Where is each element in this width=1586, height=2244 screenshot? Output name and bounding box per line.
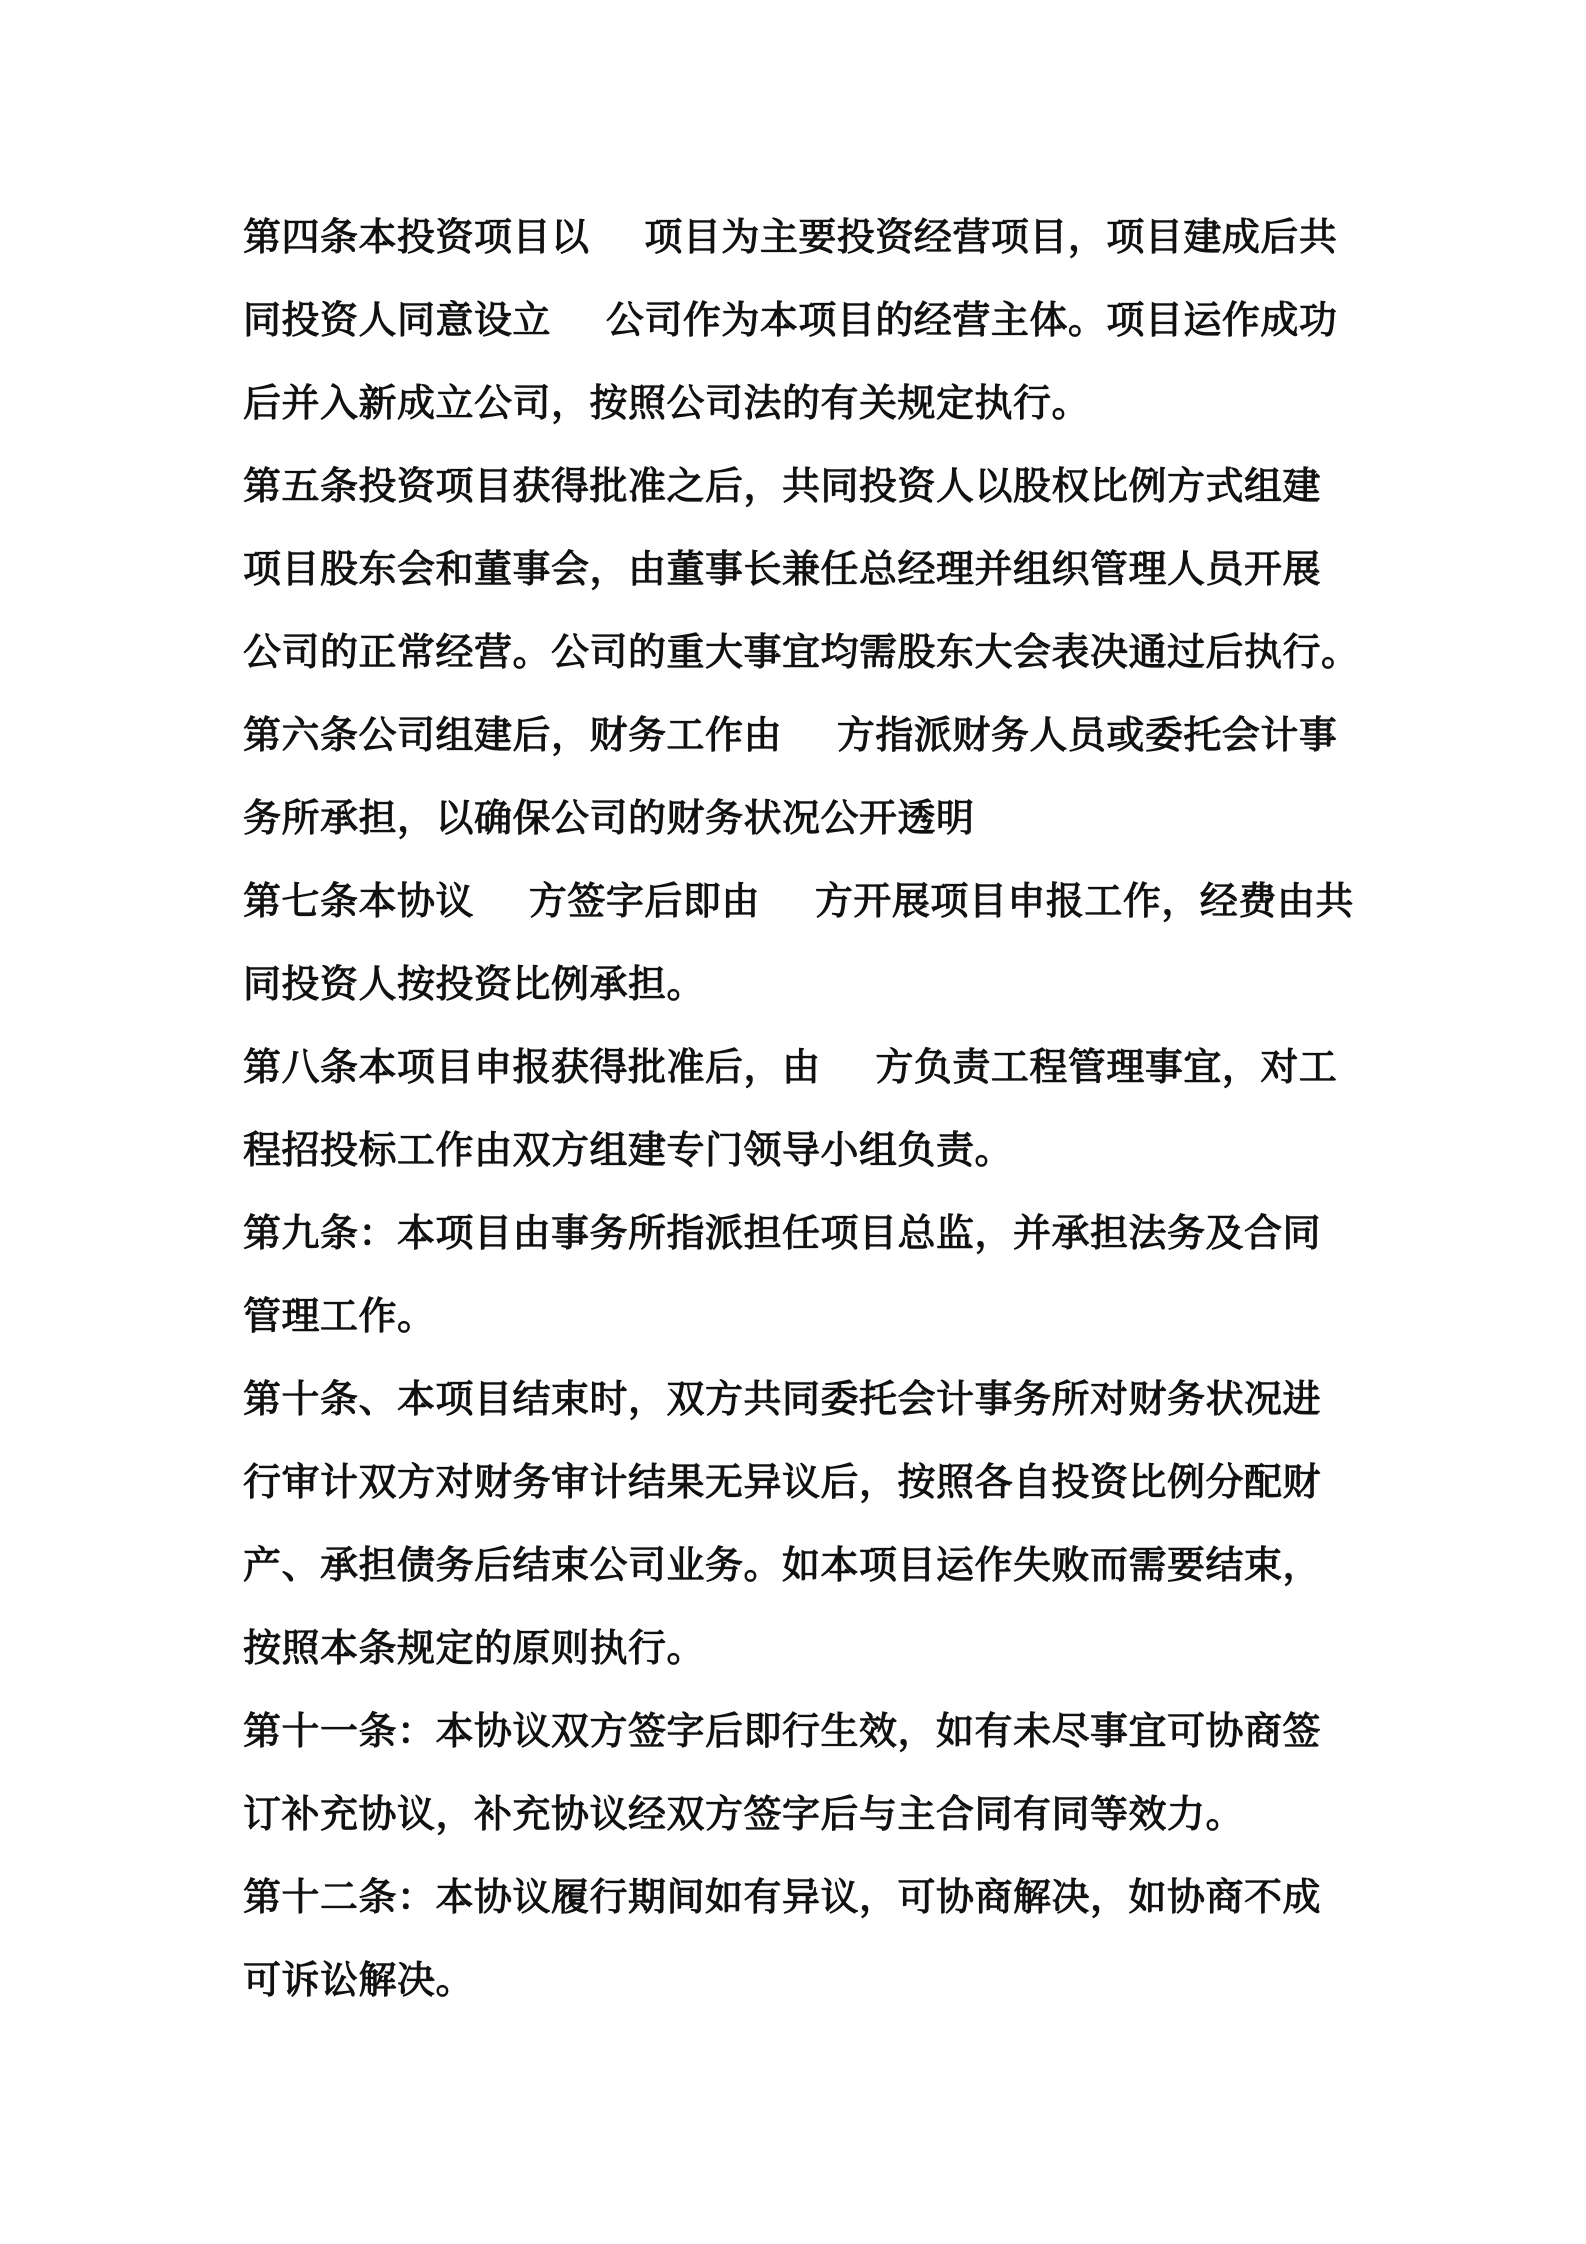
clause-line: 可诉讼解决。 bbox=[243, 1958, 475, 2002]
clause-line: 第十二条：本协议履行期间如有异议，可协商解决，如协商不成 bbox=[243, 1875, 1322, 1919]
clause-line: 同投资人同意设立 公司作为本项目的经营主体。项目运作成功 bbox=[243, 298, 1338, 342]
clause-9 bbox=[243, 1192, 1383, 1358]
clause-line: 项目股东会和董事会，由董事长兼任总经理并组织管理人员开展 bbox=[243, 547, 1322, 591]
clause-7 bbox=[243, 860, 1383, 1026]
clause-line: 程招投标工作由双方组建专门领导小组负责。 bbox=[243, 1128, 1014, 1172]
clause-8 bbox=[243, 1026, 1383, 1192]
clause-12 bbox=[243, 1856, 1383, 2022]
clause-line: 第五条投资项目获得批准之后，共同投资人以股权比例方式组建 bbox=[243, 464, 1322, 508]
clause-line: 务所承担，以确保公司的财务状况公开透明 bbox=[243, 796, 975, 840]
clause-10 bbox=[243, 1358, 1383, 1690]
clause-6 bbox=[243, 694, 1383, 860]
clause-line: 公司的正常经营。公司的重大事宜均需股东大会表决通过后执行。 bbox=[243, 630, 1360, 674]
clause-4 bbox=[243, 196, 1383, 445]
clause-line: 第六条公司组建后，财务工作由 方指派财务人员或委托会计事 bbox=[243, 713, 1338, 757]
clause-line: 产、承担债务后结束公司业务。如本项目运作失败而需要结束， bbox=[243, 1543, 1322, 1587]
clause-line: 行审计双方对财务审计结果无异议后，按照各自投资比例分配财 bbox=[243, 1460, 1322, 1504]
clause-line: 后并入新成立公司，按照公司法的有关规定执行。 bbox=[243, 381, 1091, 425]
clause-line: 订补充协议，补充协议经双方签字后与主合同有同等效力。 bbox=[243, 1792, 1245, 1836]
clause-line: 第七条本协议 方签字后即由 方开展项目申报工作，经费由共 bbox=[243, 879, 1354, 923]
clause-line: 第八条本项目申报获得批准后，由 方负责工程管理事宜，对工 bbox=[243, 1045, 1338, 1089]
document-body bbox=[243, 196, 1383, 2022]
clause-line: 同投资人按投资比例承担。 bbox=[243, 962, 706, 1006]
clause-line: 管理工作。 bbox=[243, 1294, 436, 1338]
clause-line: 第十一条：本协议双方签字后即行生效，如有未尽事宜可协商签 bbox=[243, 1709, 1322, 1753]
clause-5 bbox=[243, 445, 1383, 694]
clause-line: 按照本条规定的原则执行。 bbox=[243, 1626, 706, 1670]
clause-line: 第十条、本项目结束时，双方共同委托会计事务所对财务状况进 bbox=[243, 1377, 1322, 1421]
clause-line: 第四条本投资项目以 项目为主要投资经营项目，项目建成后共 bbox=[243, 215, 1338, 259]
clause-11 bbox=[243, 1690, 1383, 1856]
clause-line: 第九条：本项目由事务所指派担任项目总监，并承担法务及合同 bbox=[243, 1211, 1322, 1255]
